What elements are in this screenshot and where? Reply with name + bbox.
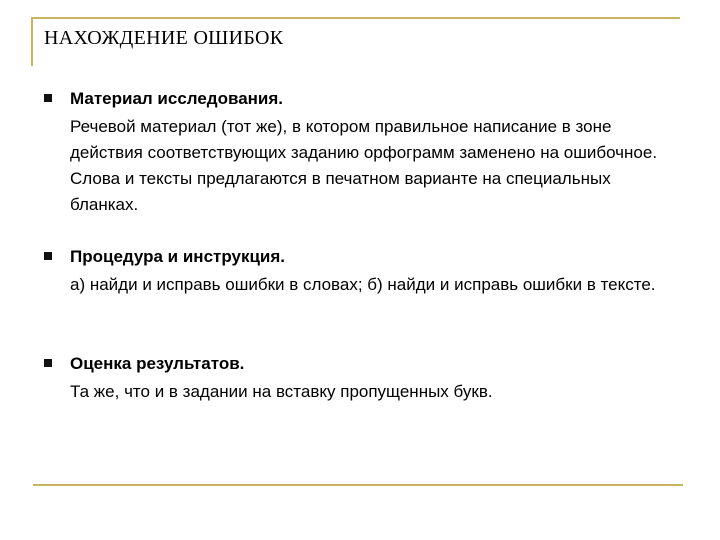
list-item-evaluation xyxy=(44,351,680,405)
top-decorative-line xyxy=(31,17,680,19)
item-heading: Процедура и инструкция. xyxy=(70,247,286,266)
item-text: Та же, что и в задании на вставку пропущенных букв. xyxy=(70,382,493,401)
list-item-research-material xyxy=(44,86,680,218)
bottom-decorative-line xyxy=(33,484,683,486)
slide-title: НАХОЖДЕНИЕ ОШИБОК xyxy=(44,27,284,49)
left-decorative-line xyxy=(31,17,33,66)
square-bullet-icon xyxy=(44,94,52,102)
item-heading: Оценка результатов. xyxy=(70,354,245,373)
square-bullet-icon xyxy=(44,252,52,260)
item-text: а) найди и исправь ошибки в словах; б) найди и исправь ошибки в тексте. xyxy=(70,275,656,294)
item-text: Речевой материал (тот же), в котором правильное написание в зоне действия соответствующих заданию орфограмм заменено на ошибочное. Слова и тексты предлагаются в печатном варианте на специальных бланках. xyxy=(70,117,658,214)
item-heading: Материал исследования. xyxy=(70,89,284,108)
square-bullet-icon xyxy=(44,359,52,367)
list-item-procedure xyxy=(44,244,680,298)
